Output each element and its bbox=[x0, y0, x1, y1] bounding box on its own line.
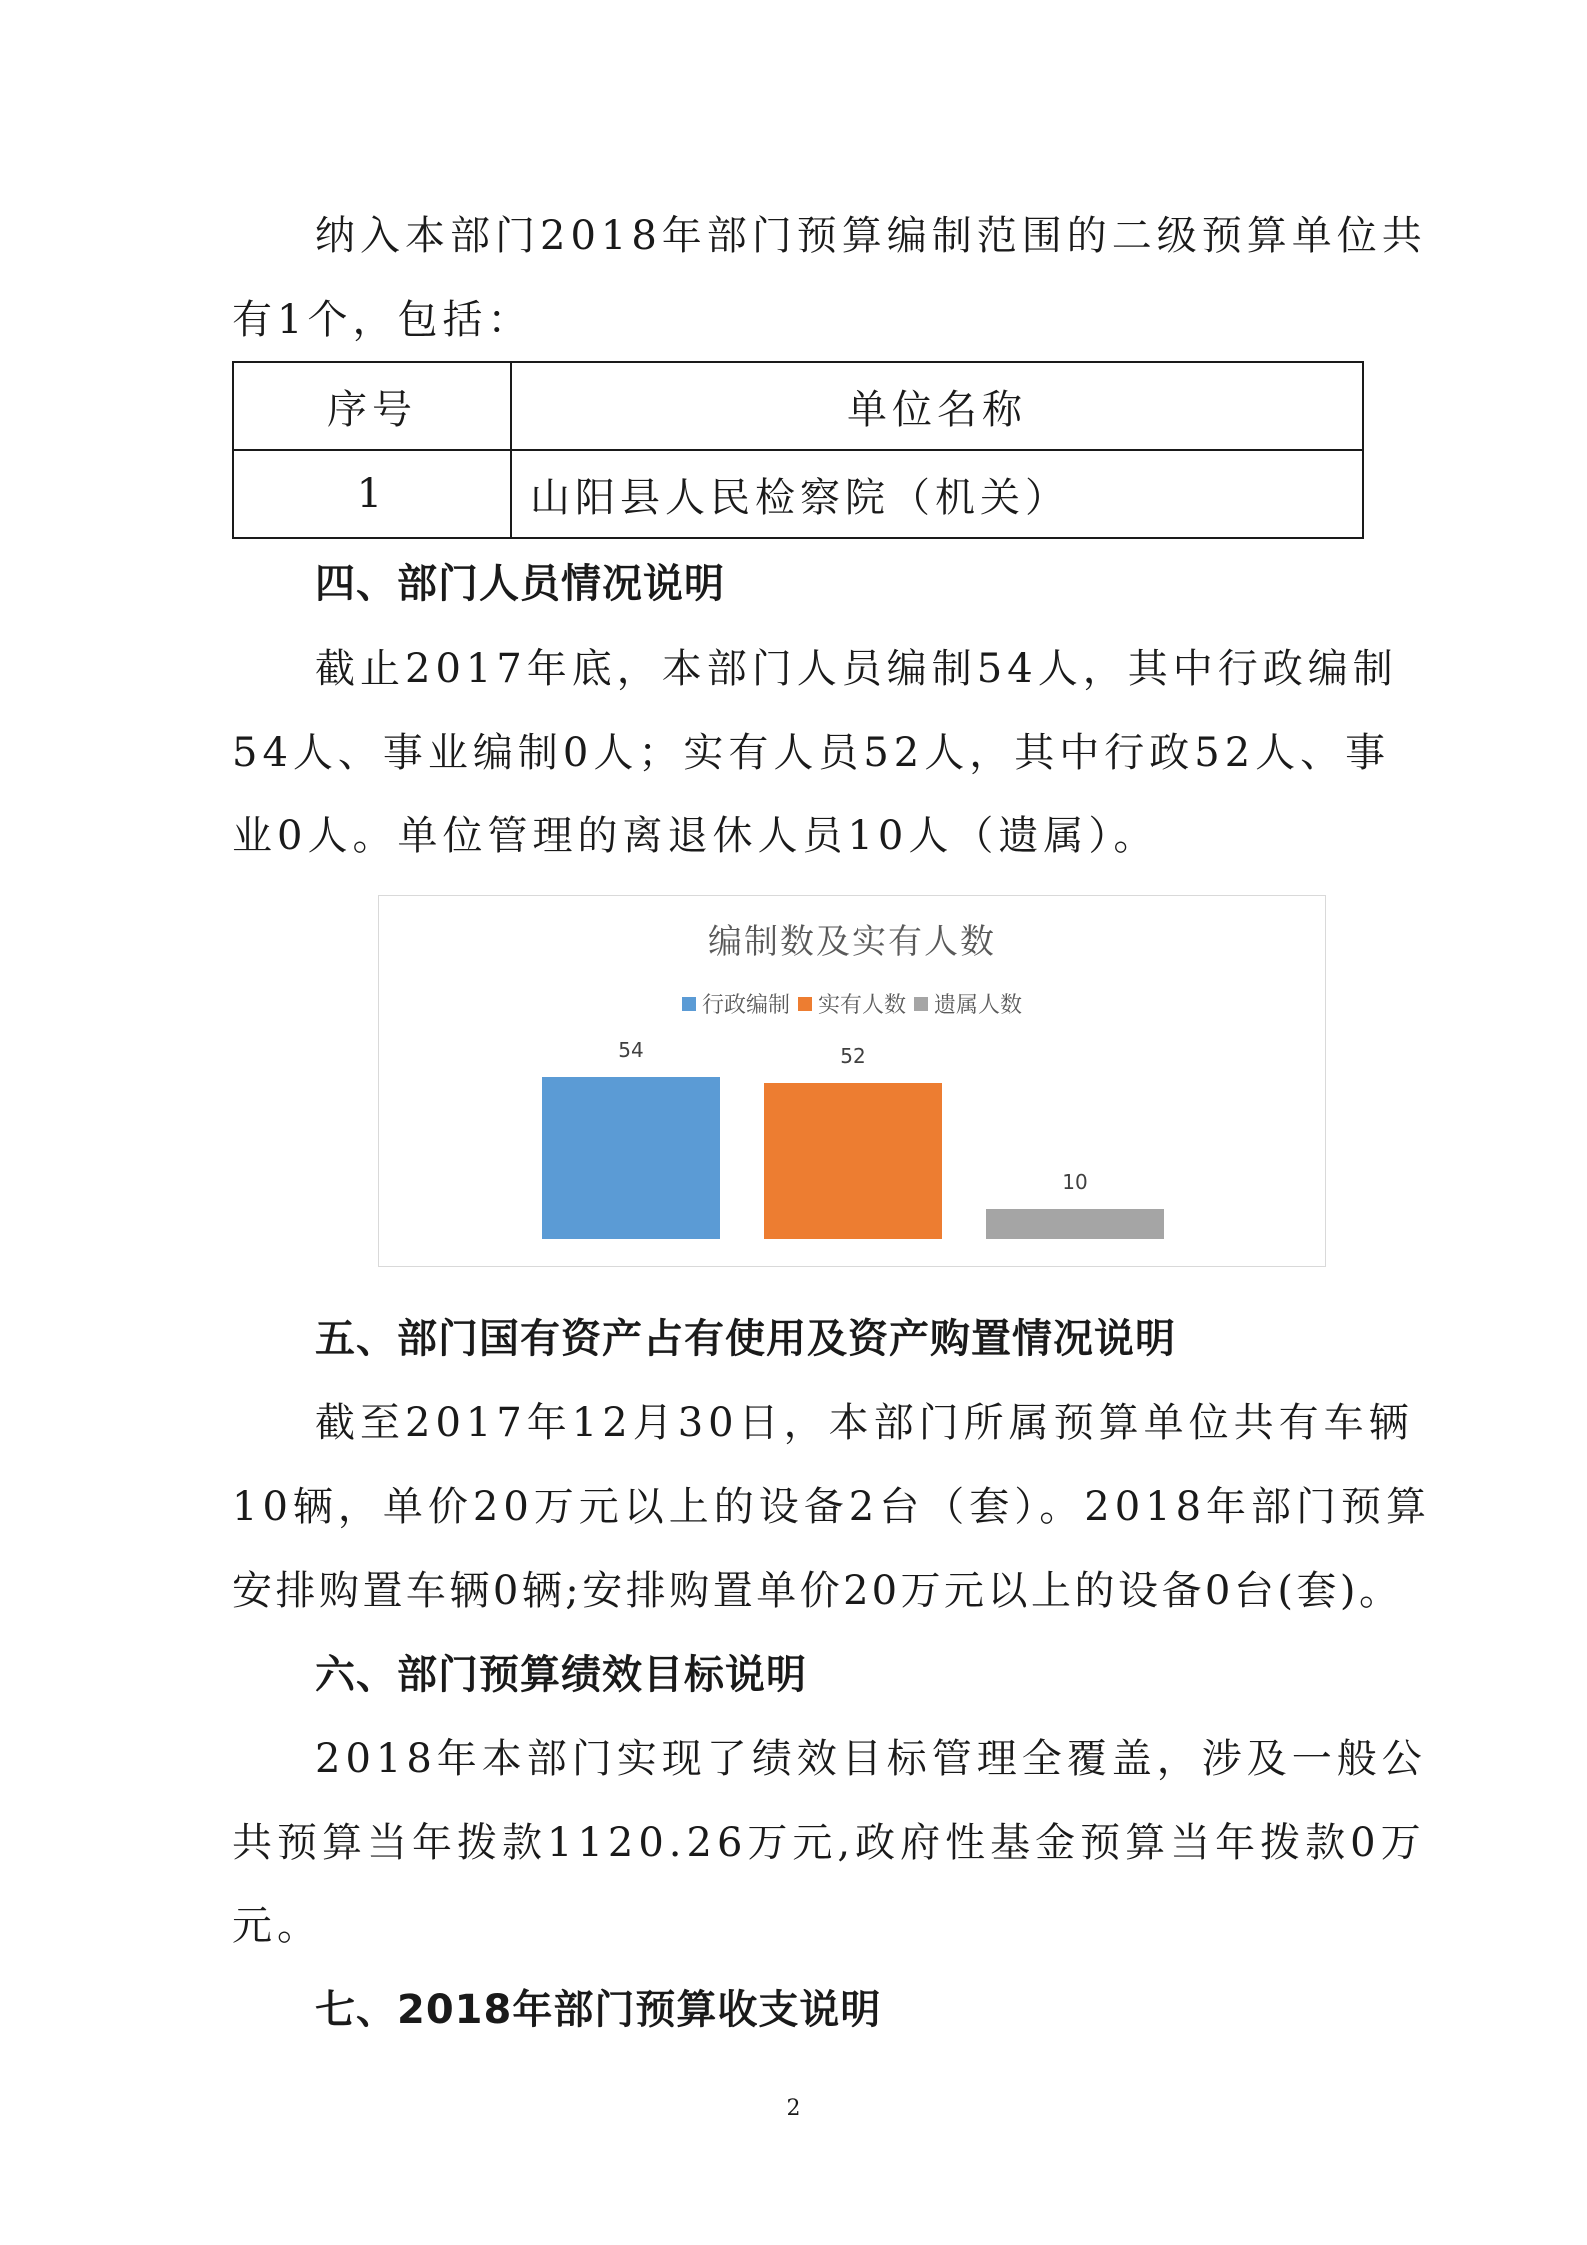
bar-actual bbox=[764, 1083, 942, 1239]
data-label-admin: 54 bbox=[618, 1038, 644, 1062]
bar-dependents bbox=[986, 1209, 1164, 1239]
section-4-line-3: 业0人。单位管理的离退休人员10人（遗属）。 bbox=[232, 813, 1159, 859]
bar-admin bbox=[542, 1077, 720, 1239]
data-label-dependents: 10 bbox=[1062, 1170, 1088, 1194]
section-5-line-3: 安排购置车辆0辆;安排购置单价20万元以上的设备0台(套)。 bbox=[232, 1568, 1402, 1614]
legend-label-dependents: 遗属人数 bbox=[934, 993, 1023, 1018]
staff-chart bbox=[378, 895, 1326, 1267]
data-label-actual: 52 bbox=[840, 1044, 866, 1068]
row-unit-name: 山阳县人民检察院（机关） bbox=[511, 450, 1363, 538]
section-5-line-2: 10辆，单价20万元以上的设备2台（套）。2018年部门预算 bbox=[232, 1484, 1432, 1530]
units-table bbox=[232, 361, 1364, 539]
section-5-line-1: 截至2017年12月30日，本部门所属预算单位共有车辆 bbox=[315, 1400, 1414, 1446]
header-unit-name: 单位名称 bbox=[511, 362, 1363, 450]
section-6-line-2: 共预算当年拨款1120.26万元,政府性基金预算当年拨款0万 bbox=[232, 1820, 1426, 1866]
section-6-heading: 六、部门预算绩效目标说明 bbox=[315, 1652, 807, 1698]
section-4-line-1: 截止2017年底，本部门人员编制54人，其中行政编制 bbox=[315, 646, 1398, 692]
section-6-line-3: 元。 bbox=[232, 1903, 322, 1949]
chart-title: 编制数及实有人数 bbox=[708, 922, 996, 962]
intro-line-1: 纳入本部门2018年部门预算编制范围的二级预算单位共 bbox=[315, 213, 1427, 259]
header-serial-number: 序号 bbox=[233, 362, 511, 450]
section-7-heading: 七、2018年部门预算收支说明 bbox=[315, 1987, 882, 2033]
page-number: 2 bbox=[786, 2096, 801, 2121]
section-4-heading: 四、部门人员情况说明 bbox=[315, 561, 725, 607]
section-4-line-2: 54人、事业编制0人；实有人员52人，其中行政52人、事 bbox=[232, 730, 1391, 776]
legend-label-actual: 实有人数 bbox=[817, 993, 906, 1018]
table-header-row bbox=[233, 362, 1363, 450]
section-6-line-1: 2018年本部门实现了绩效目标管理全覆盖，涉及一般公 bbox=[315, 1736, 1427, 1782]
table-row bbox=[233, 450, 1363, 538]
section-5-heading: 五、部门国有资产占有使用及资产购置情况说明 bbox=[315, 1316, 1176, 1362]
intro-line-2: 有1个，包括： bbox=[232, 297, 533, 343]
chart-plot bbox=[379, 896, 1325, 1266]
legend-label-admin: 行政编制 bbox=[701, 993, 790, 1018]
row-serial-number: 1 bbox=[233, 450, 511, 538]
